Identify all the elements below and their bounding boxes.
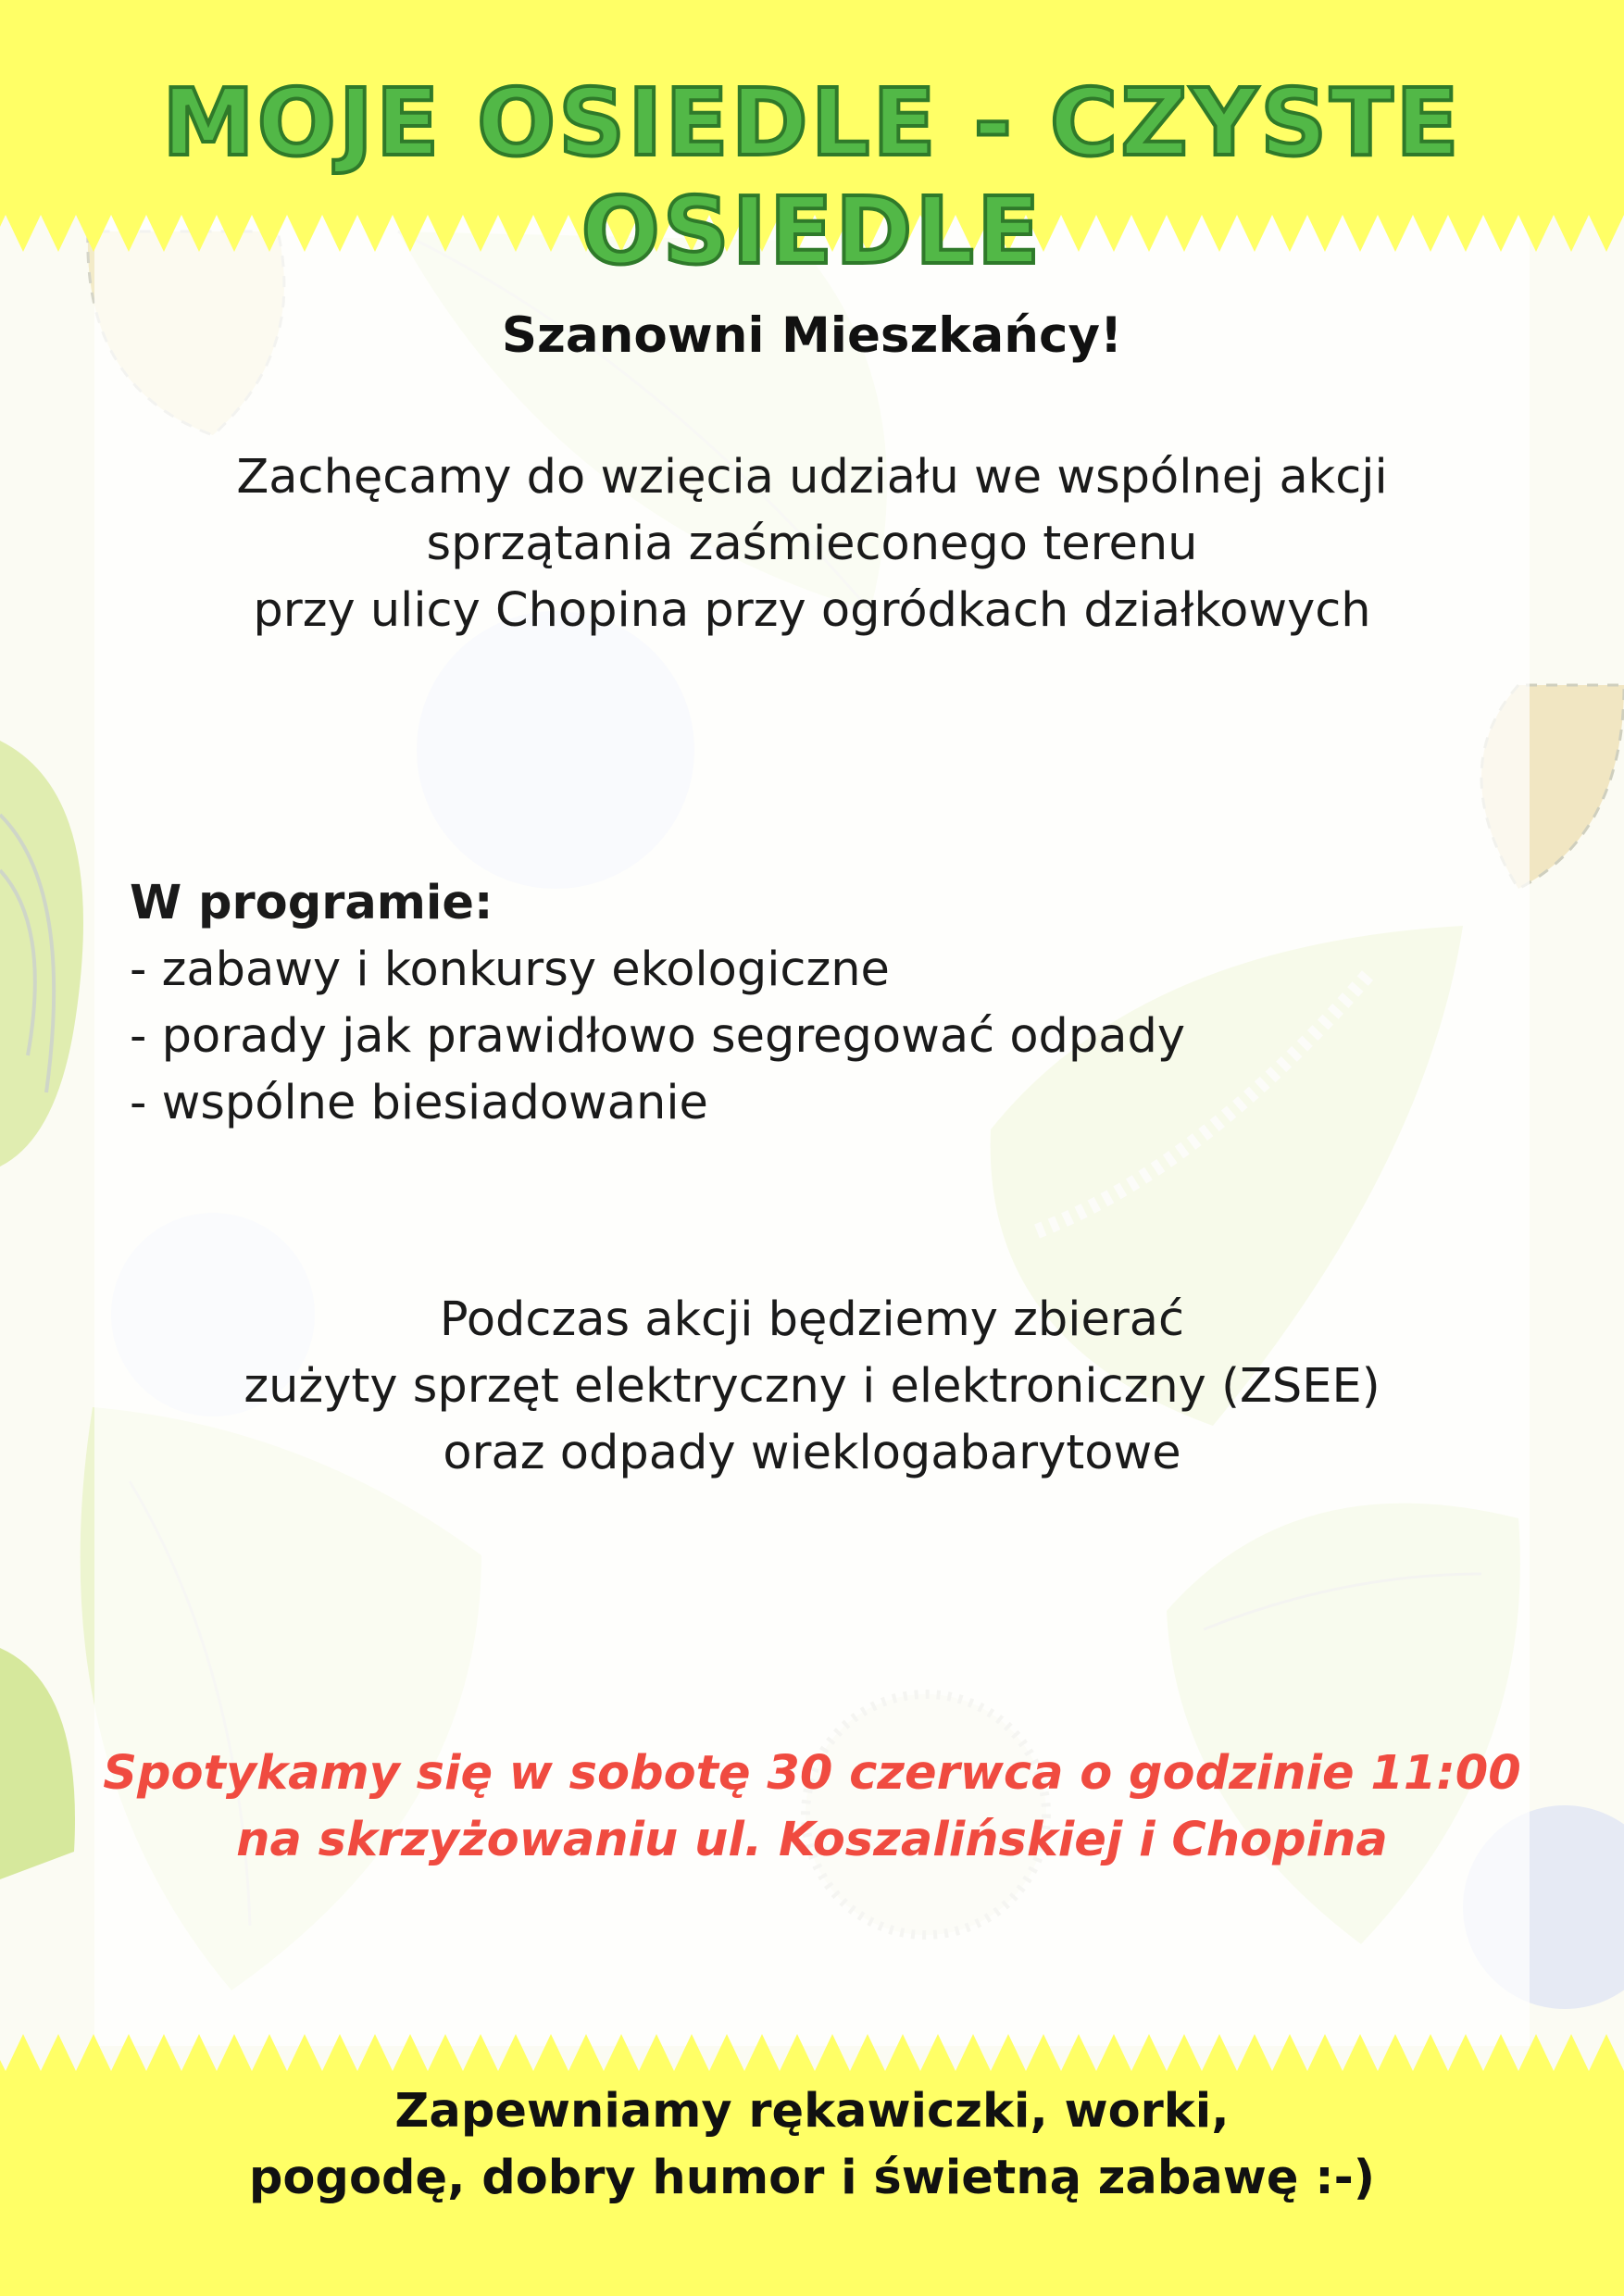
invitation-line: przy ulicy Chopina przy ogródkach działkowych [253, 583, 1371, 638]
page-title: MOJE OSIEDLE - CZYSTE OSIEDLE [162, 69, 1462, 285]
collection-line: zużyty sprzęt elektryczny i elektroniczny (ZSEE) [244, 1359, 1380, 1414]
footer-line: Zapewniamy rękawiczki, worki, [394, 2084, 1230, 2139]
program-section [130, 870, 1185, 1137]
program-item: - zabawy i konkursy ekologiczne [130, 942, 890, 997]
program-heading: W programie: [130, 876, 493, 930]
leaf-green-left [0, 741, 83, 1167]
collection-line: oraz odpady wieklogabarytowe [443, 1426, 1181, 1480]
collection-line: Podczas akcji będziemy zbierać [439, 1292, 1185, 1347]
footer-line: pogodę, dobry humor i świetną zabawę :-) [248, 2151, 1376, 2205]
program-item: - wspólne biesiadowanie [130, 1076, 708, 1130]
meeting-line: Spotykamy się w sobotę 30 czerwca o godzinie 11:00 [103, 1746, 1521, 1801]
invitation-text [0, 444, 1624, 644]
greeting: Szanowni Mieszkańcy! [501, 307, 1123, 364]
invitation-line: Zachęcamy do wzięcia udziału we wspólnej akcji [236, 450, 1388, 505]
program-item: - porady jak prawidłowo segregować odpady [130, 1009, 1186, 1064]
meeting-info [0, 1741, 1624, 1874]
footer-text [0, 2078, 1624, 2212]
collection-text [0, 1287, 1624, 1487]
invitation-line: sprzątania zaśmieconego terenu [426, 517, 1198, 571]
meeting-line: na skrzyżowaniu ul. Koszalińskiej i Chopina [236, 1813, 1388, 1867]
